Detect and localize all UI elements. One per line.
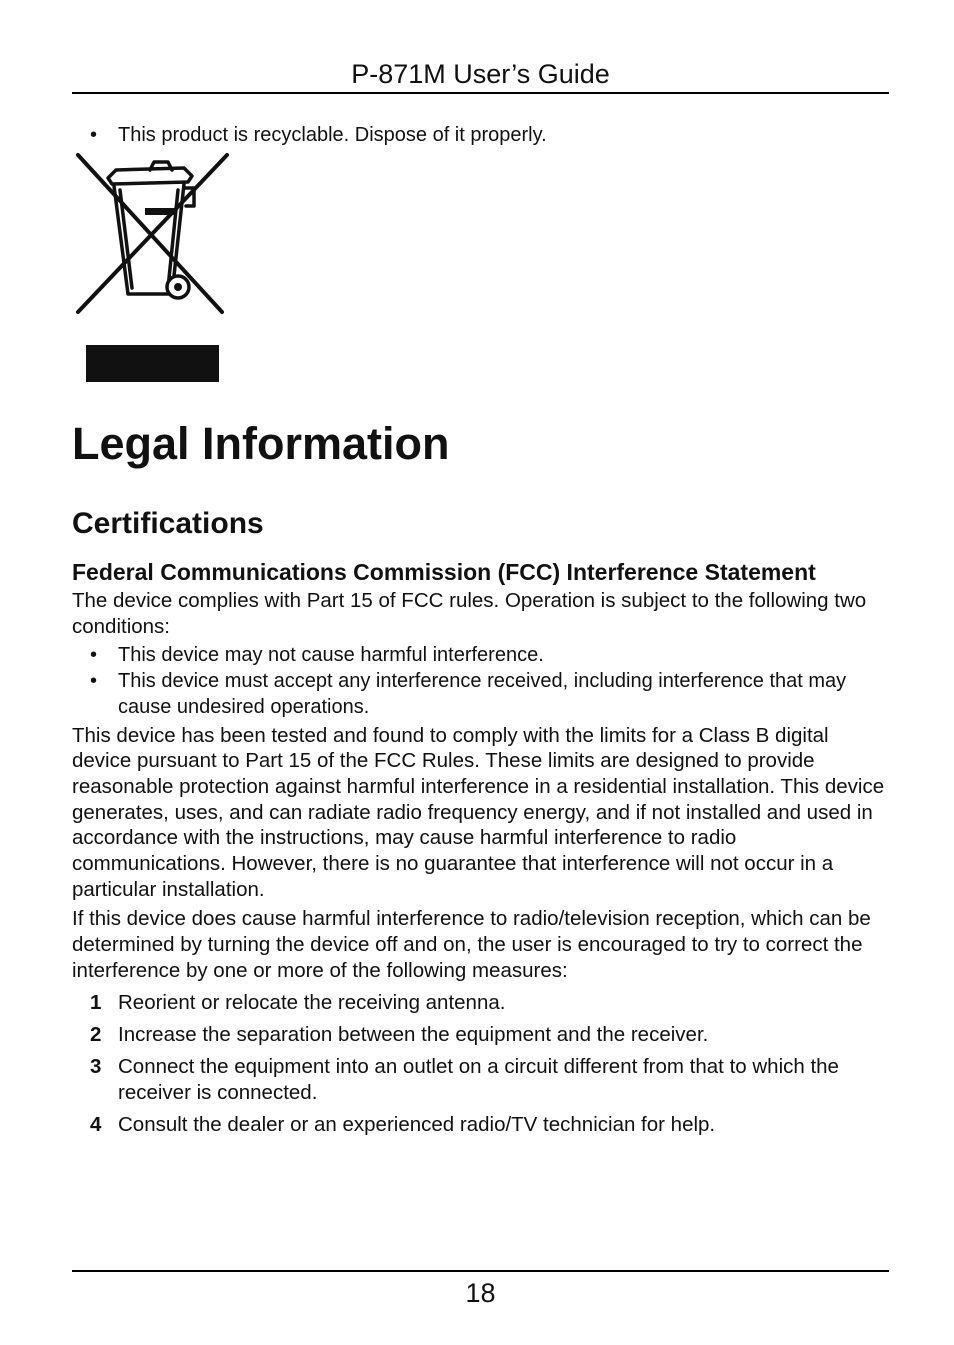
list-item	[72, 1112, 889, 1138]
measures-intro-paragraph: If this device does cause harmful interference to radio/television reception, which can be determined by turning the device off and on, the user is encouraged to try to correct the interference by one or more of the following measures:	[72, 907, 871, 982]
condition-text: This device must accept any interference received, including interference that may cause undesired operations.	[118, 670, 847, 718]
compliance-paragraph: This device has been tested and found to comply with the limits for a Class B digital device pursuant to Part 15 of the FCC Rules. These limits are designed to provide reasonable protection against harmful interference in a residential installation. This device generates, uses, and can radiate radio frequency energy, and if not installed and used in accordance with the instructions, may cause harmful interference to radio communications. However, there is no guarantee that interference will not occur in a particular installation.	[72, 723, 885, 901]
step-number: 1	[90, 990, 102, 1014]
page-footer	[72, 1270, 889, 1312]
condition-text: This device may not cause harmful interference.	[118, 644, 544, 667]
recycle-note	[72, 122, 889, 148]
intro-paragraph: The device complies with Part 15 of FCC rules. Operation is subject to the following two conditions:	[72, 589, 867, 638]
step-number: 3	[90, 1054, 102, 1078]
header-title: P-871M User’s Guide	[351, 59, 610, 89]
bullet-marker: •	[90, 644, 98, 667]
step-number: 2	[90, 1022, 102, 1046]
page-header	[72, 56, 889, 94]
list-item	[72, 643, 889, 669]
step-number: 4	[90, 1112, 102, 1136]
step-text: Connect the equipment into an outlet on a circuit different from that to which the receiver is connected.	[118, 1054, 839, 1104]
main-content	[72, 414, 889, 1144]
conditions-list	[72, 643, 889, 720]
step-text: Consult the dealer or an experienced radio/TV technician for help.	[118, 1112, 716, 1136]
section-title: Certifications	[72, 507, 264, 540]
page-title: Legal Information	[72, 418, 450, 469]
bullet-marker: •	[90, 124, 98, 146]
subsection-title: Federal Communications Commission (FCC) Interference Statement	[72, 559, 816, 585]
bullet-marker: •	[90, 670, 98, 693]
step-text: Reorient or relocate the receiving antenna.	[118, 990, 506, 1014]
list-item	[72, 990, 889, 1016]
recycle-text: This product is recyclable. Dispose of it properly.	[118, 124, 547, 146]
measures-list	[72, 990, 889, 1138]
list-item	[72, 1054, 889, 1105]
page-number: 18	[465, 1278, 496, 1308]
list-item	[72, 669, 889, 720]
crossed-out-wheelie-bin-icon	[72, 150, 232, 385]
list-item	[72, 122, 889, 148]
list-item	[72, 1022, 889, 1048]
step-text: Increase the separation between the equipment and the receiver.	[118, 1022, 709, 1046]
